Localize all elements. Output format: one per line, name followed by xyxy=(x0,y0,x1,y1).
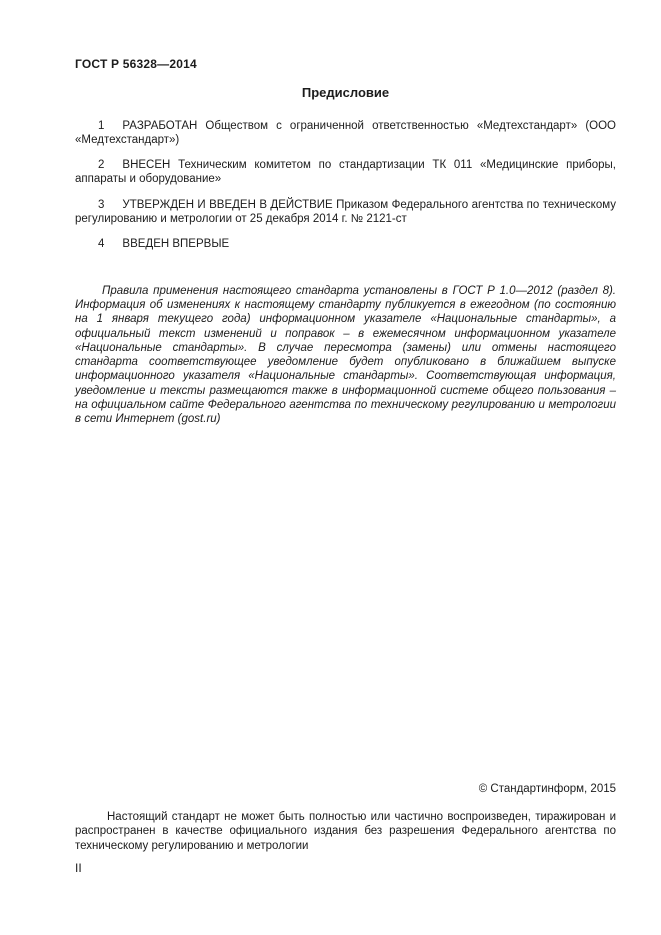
foreword-item xyxy=(75,119,616,148)
foreword-item xyxy=(75,158,616,187)
foreword-item-number: 3 xyxy=(98,198,105,211)
page-content xyxy=(75,57,616,427)
foreword-item-number: 1 xyxy=(98,119,105,132)
reproduction-restriction-note: Настоящий стандарт не может быть полностью или частично воспроизведен, тиражирован и распространен в качестве официального издания без разрешения Федерального агентства по техническому регулированию и метрологии xyxy=(75,811,616,852)
copyright-notice: © Стандартинформ, 2015 xyxy=(478,783,616,795)
foreword-item-number: 4 xyxy=(98,238,105,251)
foreword-item-text: РАЗРАБОТАН Обществом с ограниченной ответственностью «Медтехстандарт» (ООО «Медтехстандарт») xyxy=(75,119,616,146)
page-number: II xyxy=(75,861,82,875)
foreword-item-text: ВНЕСЕН Техническим комитетом по стандартизации ТК 011 «Медицинские приборы, аппараты и оборудование» xyxy=(75,159,616,186)
foreword-item-text: ВВЕДЕН ВПЕРВЫЕ xyxy=(122,238,230,251)
foreword-item xyxy=(75,237,616,251)
foreword-item-text: УТВЕРЖДЕН И ВВЕДЕН В ДЕЙСТВИЕ Приказом Федерального агентства по техническому регулированию и метрологии от 25 декабря 2014 г. № 2121-ст xyxy=(75,198,616,226)
document-number: ГОСТ Р 56328—2014 xyxy=(75,57,197,71)
foreword-item xyxy=(75,198,616,227)
application-rules-note: Правила применения настоящего стандарта установлены в ГОСТ Р 1.0—2012 (раздел 8). Информация об изменениях к настоящему стандарту публикуется в ежегодном (по состоянию на 1 января текущего года) информационном указателе «Национальные стандарты», а официальный текст изменений и поправок – в ежемесячном информационном указателе «Национальные стандарты». В случае пересмотра (замены) или отмены настоящего стандарта соответствующее уведомление будет опубликовано в ближайшем выпуске информационного указателя «Национальные стандарты». Соответствующая информация, уведомление и тексты размещаются также в информационной системе общего пользования – на официальном сайте Федерального агентства по техническому регулированию и метрологии в сети Интернет (gost.ru) xyxy=(75,284,616,426)
page-title: Предисловие xyxy=(301,85,390,101)
foreword-item-number: 2 xyxy=(98,159,105,172)
